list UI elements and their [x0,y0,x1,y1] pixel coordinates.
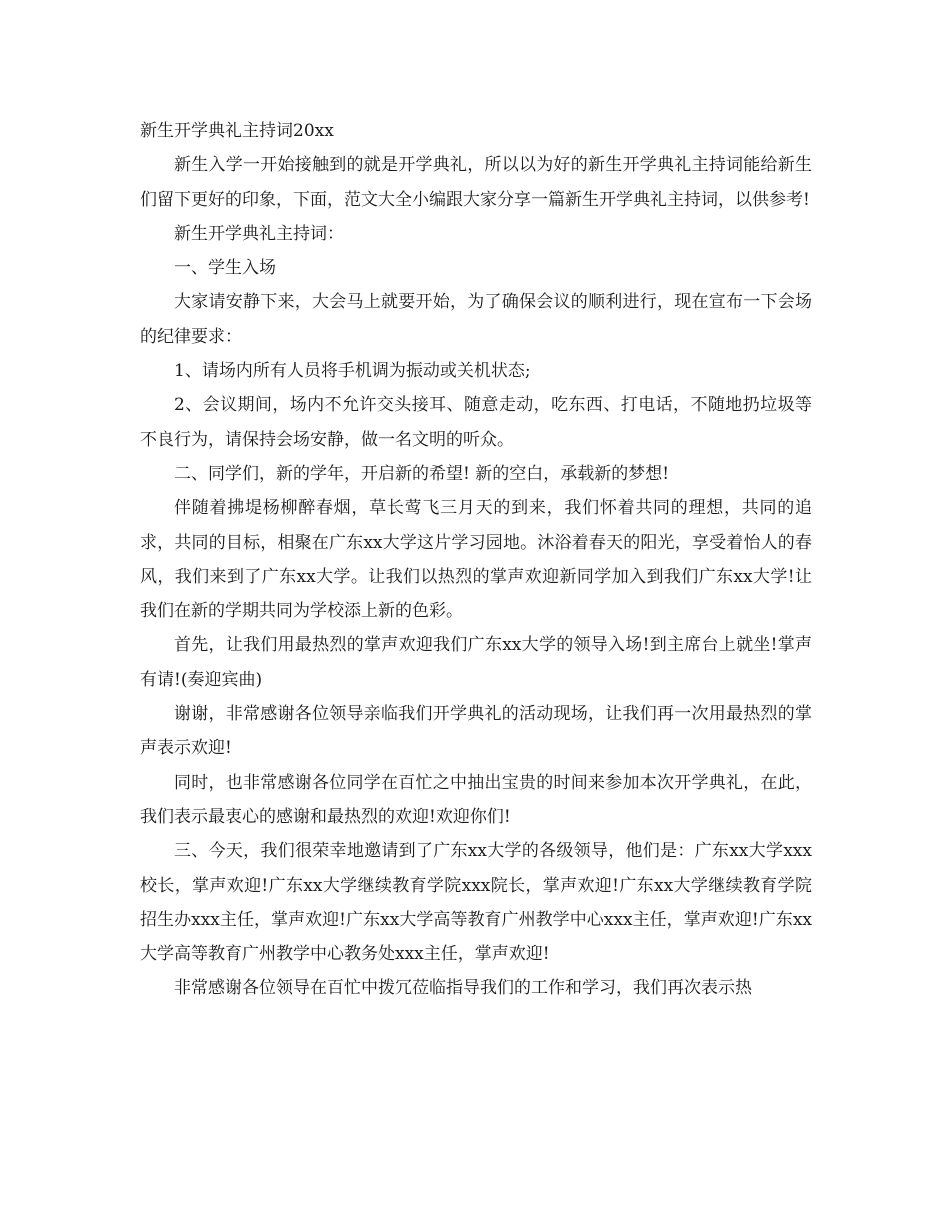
paragraph-announcement: 大家请安静下来，大会马上就要开始，为了确保会议的顺利进行，现在宣布一下会场的纪律要求： [140,292,812,347]
section-2-heading: 二、同学们，新的学年，开启新的希望! 新的空白，承载新的梦想! [174,463,670,484]
paragraph-thanks-students: 同时，也非常感谢各位同学在百忙之中抽出宝贵的时间来参加本次开学典礼，在此，我们表示最衷心的感谢和最热烈的欢迎!欢迎你们! [140,772,812,827]
paragraph-intro: 新生入学一开始接触到的就是开学典礼，所以以为好的新生开学典礼主持词能给新生们留下更好的印象，下面，范文大全小编跟大家分享一篇新生开学典礼主持词，以供参考! [140,155,812,210]
document-body [140,114,812,1006]
paragraph-heading: 新生开学典礼主持词： [174,223,344,244]
rule-1: 1、请场内所有人员将手机调为振动或关机状态; [174,361,531,382]
paragraph-thanks-leaders: 谢谢，非常感谢各位领导亲临我们开学典礼的活动现场，让我们再一次用最热烈的掌声表示欢迎! [140,704,812,759]
document-title: 新生开学典礼主持词20xx [140,121,334,141]
paragraph-leaders-enter: 首先，让我们用最热烈的掌声欢迎我们广东xx大学的领导入场!到主席台上就坐!掌声有请!(奏迎宾曲) [140,635,812,690]
section-1-heading: 一、学生入场 [174,258,276,279]
rule-2: 2、会议期间，场内不允许交头接耳、随意走动，吃东西、打电话，不随地扔垃圾等不良行为，请保持会场安静，做一名文明的听众。 [140,395,812,450]
paragraph-closing: 非常感谢各位领导在百忙中拨冗莅临指导我们的工作和学习，我们再次表示热 [174,978,752,999]
paragraph-spring: 伴随着拂堤杨柳醉春烟，草长莺飞三月天的到来，我们怀着共同的理想，共同的追求，共同的目标，相聚在广东xx大学这片学习园地。沐浴着春天的阳光，享受着怡人的春风，我们来到了广东xx大学。让我们以热烈的掌声欢迎新同学加入到我们广东xx大学!让我们在新的学期共同为学校添上新的色彩。 [140,498,812,622]
section-3-leaders: 三、今天，我们很荣幸地邀请到了广东xx大学的各级领导，他们是：广东xx大学xxx校长，掌声欢迎!广东xx大学继续教育学院xxx院长，掌声欢迎!广东xx大学继续教育学院招生办xxx主任，掌声欢迎!广东xx大学高等教育广州教学中心xxx主任，掌声欢迎!广东xx大学高等教育广州教学中心教务处xxx主任，掌声欢迎! [140,841,812,965]
